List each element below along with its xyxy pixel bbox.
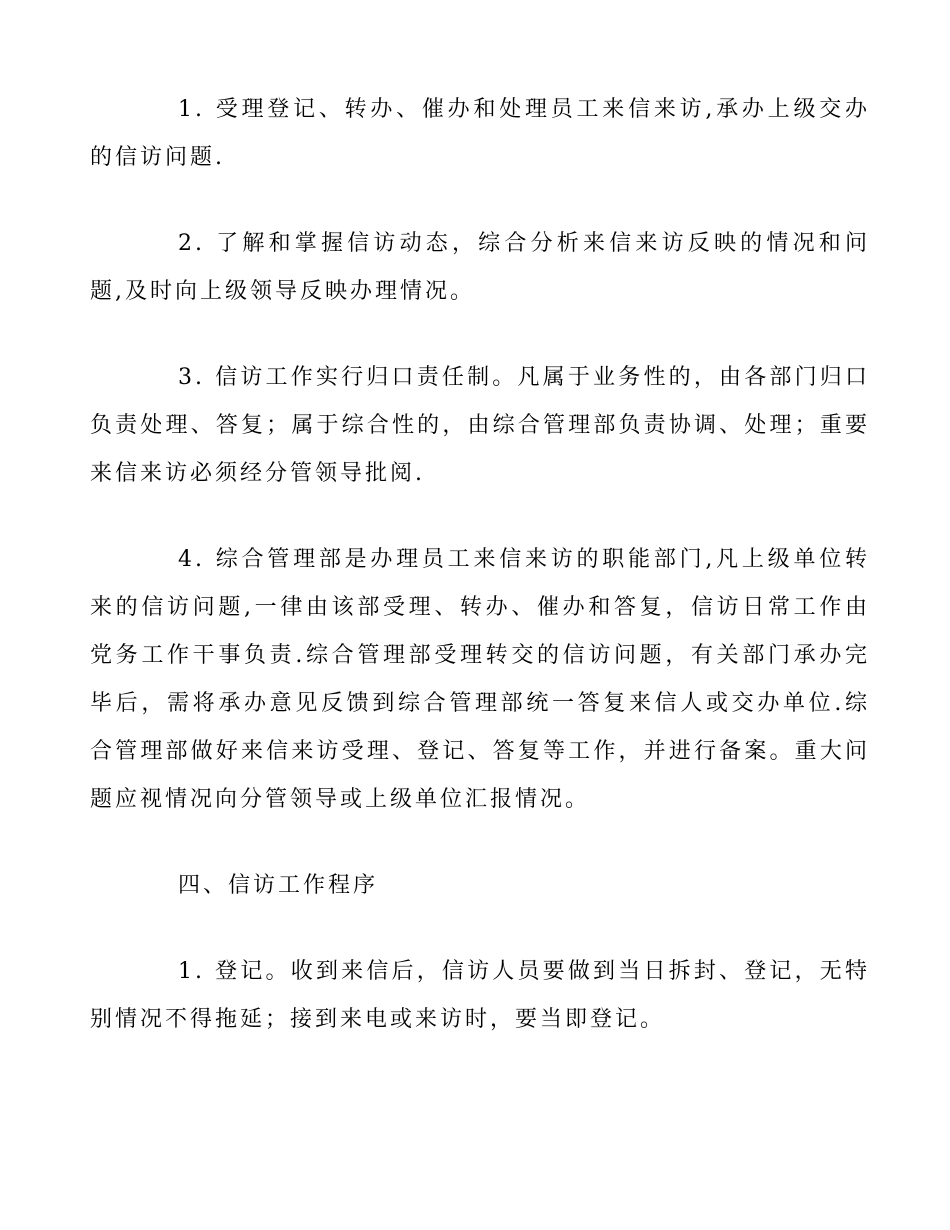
section-heading: 四、信访工作程序: [178, 873, 379, 898]
paragraph-procedure-1: 1. 登记。收到来信后，信访人员要做到当日拆封、登记，无特别情况不得拖延；接到来电或来访时，要当即登记。: [90, 959, 870, 1032]
paragraph-item-1: 1. 受理登记、转办、催办和处理员工来信来访,承办上级交办的信访问题.: [90, 97, 870, 170]
paragraph-item-2: 2. 了解和掌握信访动态，综合分析来信来访反映的情况和问题,及时向上级领导反映办理情况。: [90, 231, 870, 304]
paragraph-item-4: 4. 综合管理部是办理员工来信来访的职能部门,凡上级单位转来的信访问题,一律由该部受理、转办、催办和答复，信访日常工作由党务工作干事负责.综合管理部受理转交的信访问题，有关部门承办完毕后，需将承办意见反馈到综合管理部统一答复来信人或交办单位.综合管理部做好来信来访受理、登记、答复等工作，并进行备案。重大问题应视情况向分管领导或上级单位汇报情况。: [90, 547, 870, 812]
paragraph-item-3: 3. 信访工作实行归口责任制。凡属于业务性的，由各部门归口负责处理、答复；属于综合性的，由综合管理部负责协调、处理；重要来信来访必须经分管领导批阅.: [90, 365, 870, 486]
